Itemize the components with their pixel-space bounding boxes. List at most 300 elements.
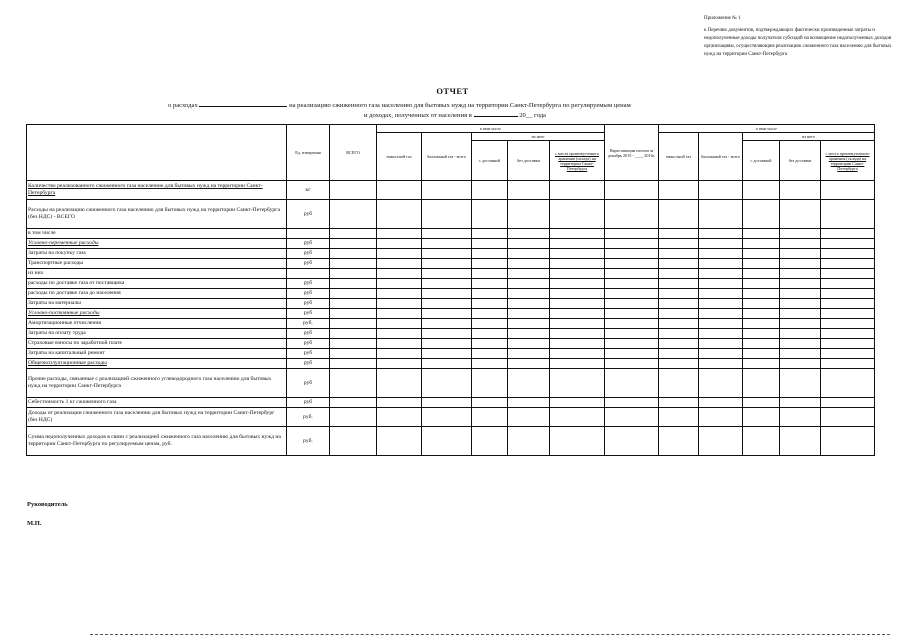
- value-cell: [743, 339, 780, 349]
- value-cell: [605, 279, 659, 289]
- value-cell: [422, 200, 472, 229]
- value-cell: [472, 398, 508, 408]
- value-cell: [659, 349, 699, 359]
- report-table: [26, 124, 875, 456]
- value-cell: [743, 349, 780, 359]
- row-unit: руб: [287, 239, 330, 249]
- value-cell: [330, 181, 377, 200]
- value-cell: [377, 249, 422, 259]
- value-cell: [508, 349, 550, 359]
- value-cell: [422, 249, 472, 259]
- value-cell: [699, 398, 743, 408]
- value-cell: [821, 369, 875, 398]
- value-cell: [330, 279, 377, 289]
- value-cell: [472, 339, 508, 349]
- value-cell: [780, 398, 821, 408]
- value-cell: [605, 427, 659, 456]
- value-cell: [472, 359, 508, 369]
- table-row: [27, 427, 875, 456]
- value-cell: [699, 359, 743, 369]
- value-cell: [743, 269, 780, 279]
- value-cell: [780, 339, 821, 349]
- value-cell: [472, 249, 508, 259]
- value-cell: [377, 329, 422, 339]
- row-unit: [287, 269, 330, 279]
- value-cell: [377, 269, 422, 279]
- value-cell: [699, 229, 743, 239]
- value-cell: [508, 408, 550, 427]
- row-label: Общеэксплуатационные расходы: [27, 359, 287, 369]
- value-cell: [508, 309, 550, 319]
- value-cell: [605, 359, 659, 369]
- value-cell: [508, 239, 550, 249]
- page-edge-line: [90, 634, 890, 635]
- value-cell: [743, 369, 780, 398]
- value-cell: [780, 259, 821, 269]
- header-incl-1: в том числе: [377, 125, 605, 133]
- value-cell: [508, 329, 550, 339]
- value-cell: [422, 359, 472, 369]
- value-cell: [550, 427, 605, 456]
- value-cell: [699, 249, 743, 259]
- row-unit: руб: [287, 339, 330, 349]
- value-cell: [605, 398, 659, 408]
- value-cell: [699, 289, 743, 299]
- value-cell: [780, 229, 821, 239]
- table-row: [27, 349, 875, 359]
- value-cell: [550, 369, 605, 398]
- subtitle-line2-prefix: и доходах, полученных от населения в: [364, 112, 472, 119]
- row-unit: руб.: [287, 319, 330, 329]
- value-cell: [743, 239, 780, 249]
- table-row: [27, 279, 875, 289]
- row-label: Условно-переменные расходы: [27, 239, 287, 249]
- value-cell: [699, 319, 743, 329]
- header-cylinder-gas-total: баллонный газ - всего: [422, 133, 472, 181]
- value-cell: [821, 329, 875, 339]
- value-cell: [743, 319, 780, 329]
- value-cell: [508, 398, 550, 408]
- value-cell: [743, 279, 780, 289]
- table-row: [27, 229, 875, 239]
- value-cell: [550, 279, 605, 289]
- value-cell: [330, 249, 377, 259]
- value-cell: [780, 269, 821, 279]
- value-cell: [330, 339, 377, 349]
- stamp-label: М.П.: [27, 520, 42, 527]
- value-cell: [472, 349, 508, 359]
- value-cell: [377, 239, 422, 249]
- value-cell: [821, 259, 875, 269]
- value-cell: [780, 427, 821, 456]
- value-cell: [659, 249, 699, 259]
- value-cell: [508, 289, 550, 299]
- value-cell: [472, 427, 508, 456]
- row-unit: руб: [287, 398, 330, 408]
- value-cell: [550, 339, 605, 349]
- row-label: Количество реализованного сжиженного газа населению для бытовых нужд на территории Санкт-Петербурга: [27, 181, 287, 200]
- value-cell: [472, 319, 508, 329]
- row-label: расходы по доставке газа от поставщика: [27, 279, 287, 289]
- value-cell: [821, 269, 875, 279]
- value-cell: [422, 239, 472, 249]
- value-cell: [743, 309, 780, 319]
- value-cell: [659, 299, 699, 309]
- value-cell: [550, 408, 605, 427]
- value-cell: [780, 239, 821, 249]
- value-cell: [780, 299, 821, 309]
- row-label: Транспортные расходы: [27, 259, 287, 269]
- row-unit: руб: [287, 309, 330, 319]
- report-subtitle-line2: [364, 110, 546, 119]
- value-cell: [780, 289, 821, 299]
- subtitle-year: 20__ года: [519, 112, 546, 119]
- value-cell: [699, 239, 743, 249]
- value-cell: [377, 319, 422, 329]
- value-cell: [472, 329, 508, 339]
- row-label: расходы по доставке газа до населения: [27, 289, 287, 299]
- value-cell: [699, 427, 743, 456]
- value-cell: [330, 329, 377, 339]
- value-cell: [743, 249, 780, 259]
- value-cell: [508, 319, 550, 329]
- table-row: [27, 239, 875, 249]
- header-with-delivery: с доставкой: [472, 141, 508, 181]
- value-cell: [472, 229, 508, 239]
- subtitle-suffix: на реализацию сжиженного газа населению для бытовых нужд на территории Санкт-Петербурга по регулируемым ценам: [289, 102, 631, 109]
- value-cell: [472, 289, 508, 299]
- value-cell: [699, 259, 743, 269]
- row-label: Затраты на покупку газа: [27, 249, 287, 259]
- table-row: [27, 289, 875, 299]
- value-cell: [659, 339, 699, 349]
- value-cell: [821, 319, 875, 329]
- value-cell: [472, 181, 508, 200]
- value-cell: [377, 299, 422, 309]
- value-cell: [422, 398, 472, 408]
- table-row: [27, 181, 875, 200]
- row-label: Условно-постоянные расходы: [27, 309, 287, 319]
- header-total: ВСЕГО: [330, 125, 377, 181]
- value-cell: [659, 239, 699, 249]
- value-cell: [330, 229, 377, 239]
- row-label: из них: [27, 269, 287, 279]
- table-row: [27, 259, 875, 269]
- value-cell: [330, 309, 377, 319]
- subtitle-prefix: о расходах: [168, 102, 198, 109]
- table-row: [27, 339, 875, 349]
- value-cell: [699, 408, 743, 427]
- table-row: [27, 369, 875, 398]
- value-cell: [821, 398, 875, 408]
- value-cell: [330, 259, 377, 269]
- row-unit: руб: [287, 329, 330, 339]
- value-cell: [508, 369, 550, 398]
- value-cell: [743, 398, 780, 408]
- value-cell: [472, 299, 508, 309]
- value-cell: [330, 398, 377, 408]
- value-cell: [743, 229, 780, 239]
- value-cell: [422, 427, 472, 456]
- value-cell: [377, 200, 422, 229]
- row-unit: руб: [287, 200, 330, 229]
- value-cell: [659, 398, 699, 408]
- row-label: Затраты на материалы: [27, 299, 287, 309]
- header-incl-2: в том числе: [659, 125, 875, 133]
- value-cell: [377, 369, 422, 398]
- value-cell: [550, 200, 605, 229]
- value-cell: [821, 249, 875, 259]
- value-cell: [508, 427, 550, 456]
- value-cell: [743, 359, 780, 369]
- value-cell: [605, 239, 659, 249]
- value-cell: [508, 299, 550, 309]
- value-cell: [821, 427, 875, 456]
- value-cell: [472, 269, 508, 279]
- header-bulk-gas-2: емкостной газ: [659, 133, 699, 181]
- value-cell: [699, 339, 743, 349]
- value-cell: [699, 329, 743, 339]
- value-cell: [605, 259, 659, 269]
- value-cell: [780, 319, 821, 329]
- value-cell: [699, 309, 743, 319]
- value-cell: [605, 339, 659, 349]
- value-cell: [550, 269, 605, 279]
- value-cell: [550, 259, 605, 269]
- value-cell: [377, 359, 422, 369]
- table-row: [27, 359, 875, 369]
- value-cell: [699, 279, 743, 289]
- header-bulk-gas: емкостной газ: [377, 133, 422, 181]
- value-cell: [330, 349, 377, 359]
- row-unit: руб: [287, 279, 330, 289]
- value-cell: [377, 427, 422, 456]
- value-cell: [605, 319, 659, 329]
- header-cylinder-gas-total-2: баллонный газ - всего: [699, 133, 743, 181]
- value-cell: [659, 279, 699, 289]
- value-cell: [377, 229, 422, 239]
- value-cell: [330, 239, 377, 249]
- row-unit: руб.: [287, 427, 330, 456]
- value-cell: [330, 289, 377, 299]
- value-cell: [821, 359, 875, 369]
- month-blank: [474, 110, 518, 117]
- value-cell: [472, 369, 508, 398]
- value-cell: [699, 349, 743, 359]
- value-cell: [550, 249, 605, 259]
- value-cell: [550, 299, 605, 309]
- value-cell: [821, 239, 875, 249]
- value-cell: [659, 309, 699, 319]
- header-without-delivery-2: без доставки: [780, 141, 821, 181]
- value-cell: [605, 349, 659, 359]
- row-label: Сумма недополученных доходов в связи с реализацией сжиженного газа населению для бытовых нужд на территории Санкт-Петербурга по регулируемым ценам, руб.: [27, 427, 287, 456]
- period-blank: [199, 100, 287, 107]
- value-cell: [377, 349, 422, 359]
- row-unit: руб: [287, 369, 330, 398]
- value-cell: [659, 289, 699, 299]
- value-cell: [508, 200, 550, 229]
- row-unit: [287, 229, 330, 239]
- value-cell: [659, 329, 699, 339]
- value-cell: [330, 319, 377, 329]
- value-cell: [743, 181, 780, 200]
- table-row: [27, 200, 875, 229]
- value-cell: [821, 279, 875, 289]
- value-cell: [377, 339, 422, 349]
- header-of-which-1: из него: [472, 133, 605, 141]
- appendix-note: [704, 15, 894, 59]
- value-cell: [659, 200, 699, 229]
- report-subtitle-line1: [168, 100, 631, 109]
- row-unit: руб: [287, 289, 330, 299]
- value-cell: [821, 181, 875, 200]
- table-row: [27, 269, 875, 279]
- value-cell: [508, 181, 550, 200]
- row-label: в том числе: [27, 229, 287, 239]
- header-without-delivery: без доставки: [508, 141, 550, 181]
- value-cell: [422, 181, 472, 200]
- value-cell: [605, 369, 659, 398]
- value-cell: [659, 259, 699, 269]
- value-cell: [659, 369, 699, 398]
- value-cell: [659, 408, 699, 427]
- row-label: Страховые взносы по заработной плате: [27, 339, 287, 349]
- value-cell: [699, 369, 743, 398]
- value-cell: [422, 259, 472, 269]
- value-cell: [508, 279, 550, 289]
- value-cell: [422, 299, 472, 309]
- value-cell: [472, 408, 508, 427]
- value-cell: [659, 427, 699, 456]
- row-unit: руб.: [287, 408, 330, 427]
- value-cell: [330, 427, 377, 456]
- value-cell: [780, 279, 821, 289]
- value-cell: [605, 181, 659, 200]
- appendix-text: к Перечню документов, подтверждающих фактически произведенные затраты и недополученные доходы получателя субсидий на возмещение недополученных доходов организациям, осуществляющим реализацию сжиженного газа населению для бытовых нужд на территории Санкт-Петербурга: [704, 28, 892, 57]
- value-cell: [330, 369, 377, 398]
- value-cell: [821, 408, 875, 427]
- header-with-delivery-2: с доставкой: [743, 141, 780, 181]
- value-cell: [508, 339, 550, 349]
- value-cell: [550, 309, 605, 319]
- value-cell: [743, 408, 780, 427]
- value-cell: [330, 200, 377, 229]
- value-cell: [605, 299, 659, 309]
- row-unit: кг: [287, 181, 330, 200]
- value-cell: [659, 359, 699, 369]
- value-cell: [550, 329, 605, 339]
- row-label: Доходы от реализации сжиженного газа населению для бытовых нужд на территории Санкт-Петербург (без НДС): [27, 408, 287, 427]
- table-row: [27, 249, 875, 259]
- value-cell: [605, 329, 659, 339]
- header-storage-place: с места промежуточного хранения (склада) на территории Санкт-Петербурга: [550, 141, 605, 181]
- value-cell: [377, 259, 422, 269]
- value-cell: [330, 299, 377, 309]
- value-cell: [550, 229, 605, 239]
- row-unit: руб: [287, 349, 330, 359]
- value-cell: [743, 289, 780, 299]
- value-cell: [605, 229, 659, 239]
- row-label: Амортизационные отчисления: [27, 319, 287, 329]
- value-cell: [422, 349, 472, 359]
- value-cell: [377, 398, 422, 408]
- value-cell: [659, 181, 699, 200]
- value-cell: [377, 289, 422, 299]
- row-label: Затраты на капитальный ремонт: [27, 349, 287, 359]
- value-cell: [472, 279, 508, 289]
- table-row: [27, 319, 875, 329]
- value-cell: [422, 229, 472, 239]
- value-cell: [550, 239, 605, 249]
- value-cell: [780, 181, 821, 200]
- table-row: [27, 309, 875, 319]
- value-cell: [699, 181, 743, 200]
- value-cell: [743, 329, 780, 339]
- value-cell: [422, 369, 472, 398]
- value-cell: [422, 279, 472, 289]
- value-cell: [780, 200, 821, 229]
- value-cell: [508, 229, 550, 239]
- value-cell: [377, 181, 422, 200]
- row-label: Расходы на реализацию сжиженного газа населению для бытовых нужд на территории Санкт-Петербурга (без НДС) - ВСЕГО: [27, 200, 287, 229]
- value-cell: [472, 259, 508, 269]
- appendix-title: Приложение № 1: [704, 16, 741, 21]
- value-cell: [780, 349, 821, 359]
- value-cell: [699, 200, 743, 229]
- value-cell: [821, 309, 875, 319]
- value-cell: [605, 249, 659, 259]
- value-cell: [422, 269, 472, 279]
- value-cell: [605, 309, 659, 319]
- value-cell: [743, 259, 780, 269]
- value-cell: [422, 339, 472, 349]
- value-cell: [821, 289, 875, 299]
- value-cell: [330, 269, 377, 279]
- header-storage-place-2: с места промежуточного хранения (склада) на территории Санкт-Петербурга: [821, 141, 875, 181]
- value-cell: [472, 309, 508, 319]
- value-cell: [659, 229, 699, 239]
- value-cell: [659, 269, 699, 279]
- row-unit: руб: [287, 259, 330, 269]
- value-cell: [659, 319, 699, 329]
- value-cell: [550, 289, 605, 299]
- value-cell: [550, 359, 605, 369]
- value-cell: [780, 369, 821, 398]
- value-cell: [780, 249, 821, 259]
- value-cell: [422, 408, 472, 427]
- value-cell: [699, 299, 743, 309]
- row-label: Себестоимость 1 кг сжиженного газа: [27, 398, 287, 408]
- value-cell: [472, 239, 508, 249]
- table-row: [27, 299, 875, 309]
- value-cell: [605, 269, 659, 279]
- table-row: [27, 329, 875, 339]
- value-cell: [377, 408, 422, 427]
- value-cell: [780, 309, 821, 319]
- value-cell: [821, 299, 875, 309]
- value-cell: [377, 279, 422, 289]
- table-row: [27, 398, 875, 408]
- value-cell: [550, 319, 605, 329]
- value-cell: [508, 249, 550, 259]
- value-cell: [422, 319, 472, 329]
- value-cell: [330, 359, 377, 369]
- row-unit: руб: [287, 359, 330, 369]
- value-cell: [605, 289, 659, 299]
- value-cell: [472, 200, 508, 229]
- value-cell: [550, 398, 605, 408]
